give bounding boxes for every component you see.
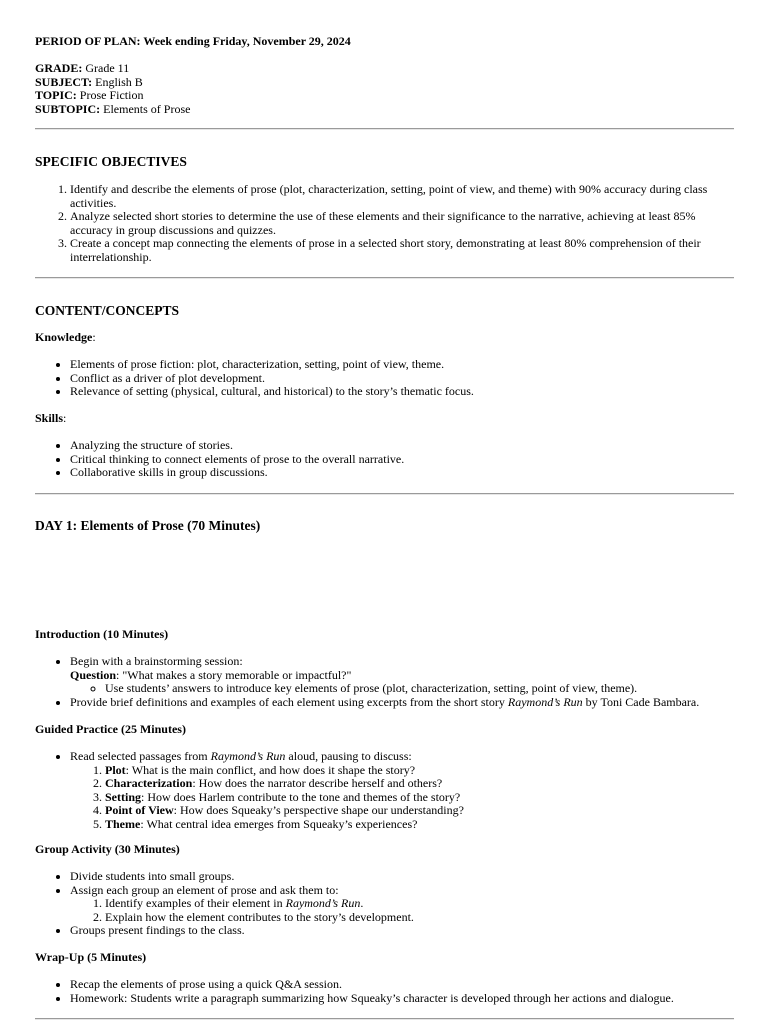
list-item: • Read selected passages from Raymond’s Run aloud, pausing to discuss: 1. Plot: What is the main conflict, and how does it shape the story? 2. Characterization: How does the narrator describe herself and others? 3. Setting: How does Harlem contribute to the tone and themes of the story? 4. Point of View: How does Squeaky’s perspective shape our understanding? 5. Theme: What central idea emerges from Squeaky’s experiences? xyxy=(70,750,734,831)
list-item: • Provide brief definitions and examples of each element using excerpts from the short story Raymond’s Run by Toni Cade Bambara. xyxy=(70,696,734,710)
wrap-up-heading: Wrap-Up (5 Minutes) xyxy=(35,950,147,964)
objectives-list-wrap xyxy=(35,183,734,264)
step-item: 1. Identify examples of their element in Raymond’s Run. xyxy=(105,897,734,911)
objective-item: 3. Create a concept map connecting the elements of prose in a selected short story, demonstrating at least 80% comprehension of their interrelationship. xyxy=(70,237,734,264)
knowledge-item: • Relevance of setting (physical, cultural, and historical) to the story’s thematic focus. xyxy=(70,385,734,399)
discussion-point: 3. Setting: How does Harlem contribute to the tone and themes of the story? xyxy=(105,791,734,805)
guided-practice-list xyxy=(35,750,734,831)
question-label: Question xyxy=(70,667,117,682)
knowledge-list-wrap xyxy=(35,358,734,399)
guided-practice-list-wrap xyxy=(35,750,734,831)
period-of-plan: PERIOD OF PLAN: Week ending Friday, November 29, 2024 xyxy=(35,34,351,48)
grade-line: GRADE: Grade 11 xyxy=(35,61,130,75)
discussion-point: 1. Plot: What is the main conflict, and how does it shape the story? xyxy=(105,764,734,778)
objectives-heading: SPECIFIC OBJECTIVES xyxy=(35,154,187,169)
group-activity-heading: Group Activity (30 Minutes) xyxy=(35,842,180,856)
topic-line: TOPIC: Prose Fiction xyxy=(35,88,144,102)
discussion-point: 4. Point of View: How does Squeaky’s perspective shape our understanding? xyxy=(105,804,734,818)
introduction-list xyxy=(35,655,734,709)
objective-item: 2. Analyze selected short stories to determine the use of these elements and their significance to the narrative, achieving at least 85% accuracy in group discussions and quizzes. xyxy=(70,210,734,237)
objectives-list xyxy=(35,183,734,264)
list-item: • Homework: Students write a paragraph summarizing how Squeaky’s character is developed through her actions and dialogue. xyxy=(70,992,734,1006)
discussion-points xyxy=(70,764,734,832)
knowledge-item: • Elements of prose fiction: plot, characterization, setting, point of view, theme. xyxy=(70,358,734,372)
content-heading: CONTENT/CONCEPTS xyxy=(35,303,180,318)
knowledge-item: • Conflict as a driver of plot development. xyxy=(70,372,734,386)
wrap-up-list-wrap xyxy=(35,978,734,1005)
introduction-heading: Introduction (10 Minutes) xyxy=(35,627,169,641)
objective-item: 1. Identify and describe the elements of prose (plot, characterization, setting, point of view, and theme) with 90% accuracy during class activities. xyxy=(70,183,734,210)
list-item: ◦ Use students’ answers to introduce key elements of prose (plot, characterization, setting, point of view, theme). xyxy=(105,682,734,696)
wrap-up-list xyxy=(35,978,734,1005)
day1-heading: DAY 1: Elements of Prose (70 Minutes) xyxy=(35,518,261,533)
discussion-point: 5. Theme: What central idea emerges from Squeaky’s experiences? xyxy=(105,818,734,832)
skills-item: • Critical thinking to connect elements of prose to the overall narrative. xyxy=(70,453,734,467)
document-page xyxy=(35,0,734,1024)
subtopic-line: SUBTOPIC: Elements of Prose xyxy=(35,101,191,116)
divider xyxy=(35,277,734,279)
introduction-sublist xyxy=(70,682,734,696)
guided-practice-heading: Guided Practice (25 Minutes) xyxy=(35,722,186,736)
list-item: • Recap the elements of prose using a quick Q&A session. xyxy=(70,978,734,992)
divider xyxy=(35,493,734,495)
introduction-list-wrap xyxy=(35,655,734,709)
subject-line: SUBJECT: English B xyxy=(35,74,143,89)
lesson-meta xyxy=(35,62,190,116)
skills-item: • Collaborative skills in group discussions. xyxy=(70,466,734,480)
skills-list-wrap xyxy=(35,439,734,480)
list-item: • Divide students into small groups. xyxy=(70,870,734,884)
list-item: • Groups present findings to the class. xyxy=(70,924,734,938)
group-activity-steps xyxy=(70,897,734,924)
group-activity-list xyxy=(35,870,734,938)
skills-label: Skills: xyxy=(35,411,67,425)
skills-item: • Analyzing the structure of stories. xyxy=(70,439,734,453)
list-item: • Assign each group an element of prose and ask them to: 1. Identify examples of their element in Raymond’s Run. 2. Explain how the element contributes to the story’s development. xyxy=(70,884,734,925)
skills-list xyxy=(35,439,734,480)
list-item: • Begin with a brainstorming session: Question: "What makes a story memorable or impactful?" ◦ Use students’ answers to introduce key elements of prose (plot, characterization, setting, point of view, theme). xyxy=(70,655,734,696)
divider xyxy=(35,1018,734,1020)
discussion-point: 2. Characterization: How does the narrator describe herself and others? xyxy=(105,777,734,791)
group-activity-list-wrap xyxy=(35,870,734,938)
divider xyxy=(35,128,734,130)
knowledge-label: Knowledge: xyxy=(35,330,96,344)
step-item: 2. Explain how the element contributes to the story’s development. xyxy=(105,911,734,925)
knowledge-list xyxy=(35,358,734,399)
